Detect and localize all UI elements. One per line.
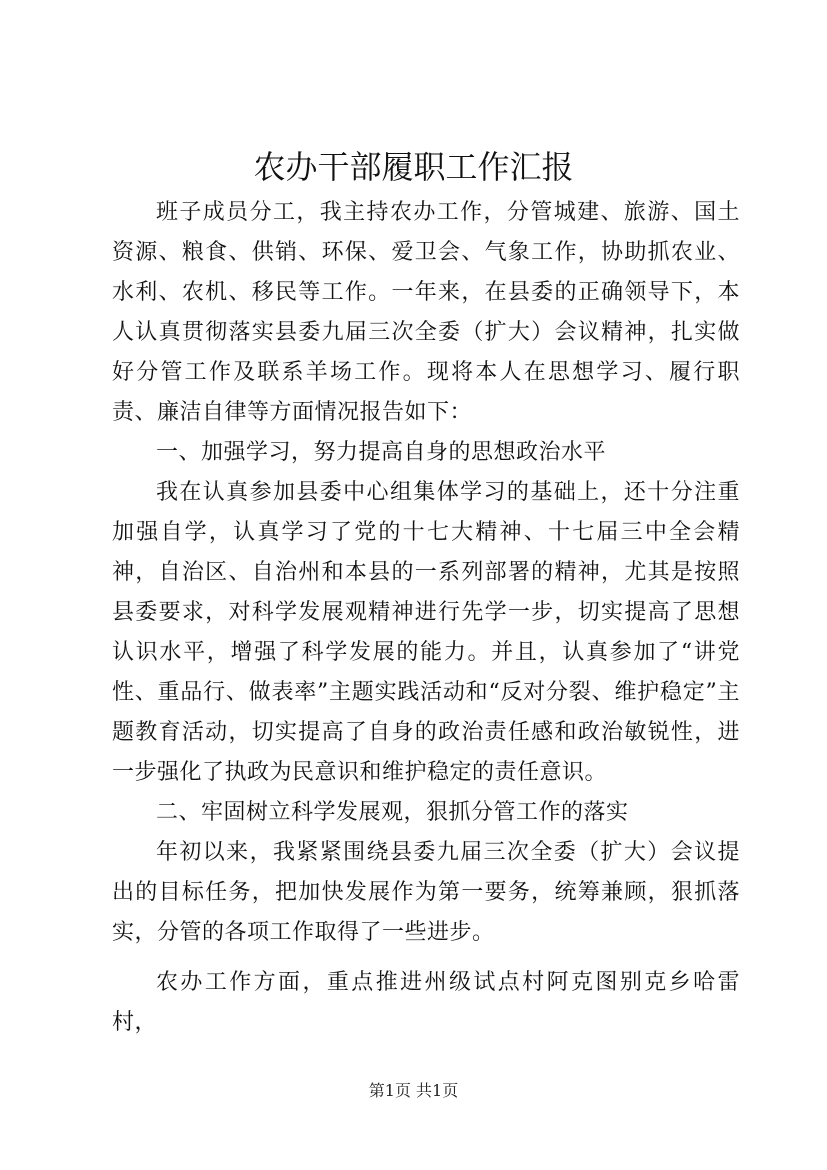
document-title: 农办干部履职工作汇报 — [253, 148, 574, 186]
section-heading-1: 一、加强学习，努力提高自身的思想政治水平 — [156, 440, 607, 465]
section-heading-2: 二、牢固树立科学发展观，狠抓分管工作的落实 — [156, 800, 629, 825]
document-body — [112, 193, 740, 1043]
section-1-paragraph: 我在认真参加县委中心组集体学习的基础上，还十分注重加强自学，认真学习了党的十七大精神、十七届三中全会精神，自治区、自治州和本县的一系列部署的精神，尤其是按照县委要求，对科学发展观精神进行先学一步，切实提高了思想认识水平，增强了科学发展的能力。并且，认真参加了“讲党性、重品行、做表率”主题实践活动和“反对分裂、维护稳定”主题教育活动，切实提高了自身的政治责任感和政治敏锐性，进一步强化了执政为民意识和维护稳定的责任意识。 — [112, 480, 740, 785]
intro-paragraph: 班子成员分工，我主持农办工作，分管城建、旅游、国土资源、粮食、供销、环保、爱卫会、气象工作，协助抓农业、水利、农机、移民等工作。一年来，在县委的正确领导下，本人认真贯彻落实县委九届三次全委（扩大）会议精神，扎实做好分管工作及联系羊场工作。现将本人在思想学习、履行职责、廉洁自律等方面情况报告如下： — [112, 200, 740, 425]
page-footer: 第1页 共1页 — [368, 1081, 459, 1100]
section-2-paragraph-continued: 农办工作方面，重点推进州级试点村阿克图别克乡哈雷村， — [112, 970, 740, 1035]
section-2-paragraph: 年初以来，我紧紧围绕县委九届三次全委（扩大）会议提出的目标任务，把加快发展作为第一要务，统筹兼顾，狠抓落实，分管的各项工作取得了一些进步。 — [112, 840, 740, 945]
